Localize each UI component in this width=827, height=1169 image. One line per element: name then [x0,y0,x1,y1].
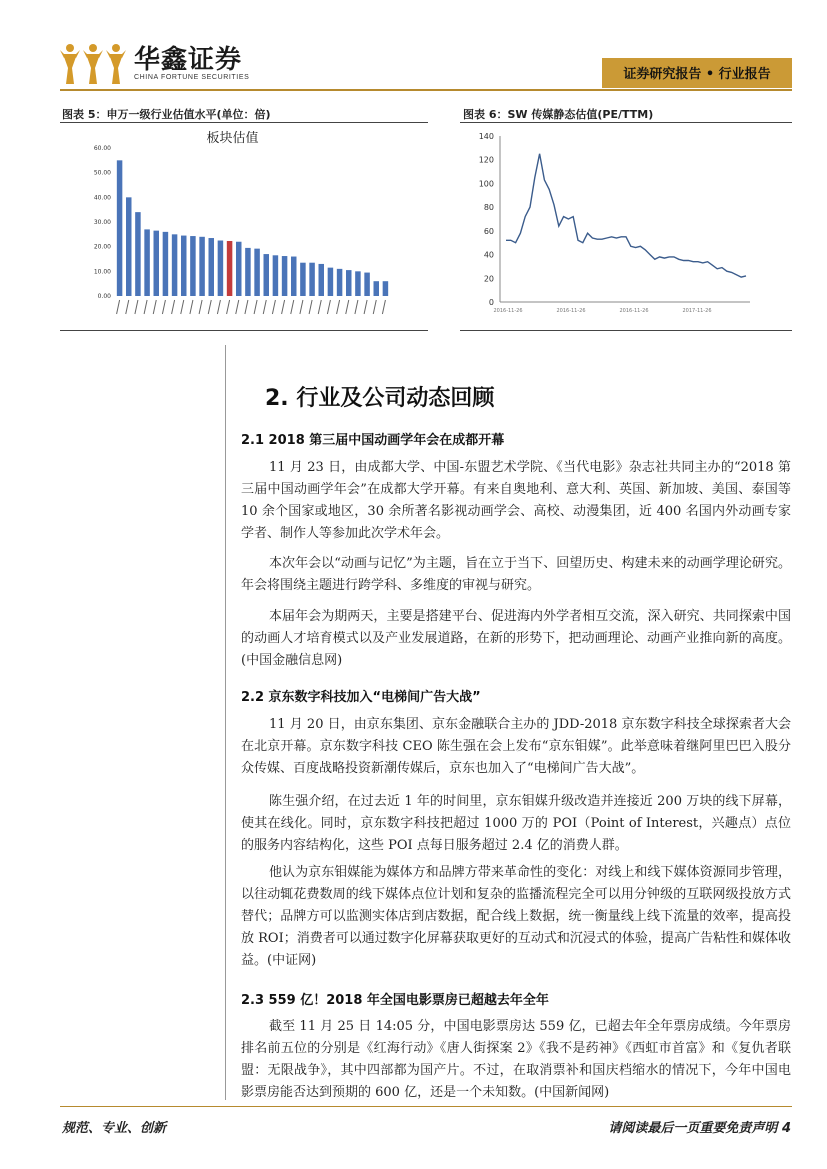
y-tick-label: 50.00 [93,169,111,177]
bar [309,263,315,296]
y-tick-label: 80 [483,203,494,213]
figure5-bar-chart [60,124,430,334]
y-tick-label: 20 [483,274,494,284]
category-tick [309,300,312,314]
subsection-2-3-paragraph-1: 截至 11 月 25 日 14:05 分，中国电影票房达 559 亿，已超去年全年票房成绩。今年票房排名前五位的分别是《红海行动》《唐人街探案 2》《我不是药神》《西虹市首富》和《复仇者联盟：无限战争》，其中四部都为国产片。不过，在取消票补和国庆档缩水的情况下，今年中国电影票房能否达到预期的 600 亿，还是一个未知数。(中国新闻网) [241,1019,791,1100]
category-tick [373,300,376,314]
category-tick [327,300,330,314]
figure6-bottom-rule [460,330,792,331]
bar [264,254,270,296]
bar [355,271,361,296]
y-tick-label: 120 [478,155,494,165]
category-tick [300,300,303,314]
bar [319,264,325,296]
bar [273,255,279,296]
bar [291,257,297,296]
category-tick [153,300,156,314]
bar [227,241,233,296]
y-tick-label: 140 [478,132,494,141]
category-tick [181,300,184,314]
category-tick [208,300,211,314]
y-tick-label: 60.00 [93,145,111,152]
footer-disclaimer: 请阅读最后一页重要免责声明 4 [608,1121,791,1136]
category-tick [126,300,129,314]
category-tick [272,300,275,314]
y-tick-label: 100 [478,179,494,189]
category-tick [291,300,294,314]
x-tick-label: 2016-11-26 [493,308,523,314]
margin-divider [225,345,226,1100]
category-tick [282,300,285,314]
category-tick [318,300,321,314]
subsection-2-2-paragraph-1: 11 月 20 日，由京东集团、京东金融联合主办的 JDD-2018 京东数字科技全球探索者大会在北京开幕。京东数字科技 CEO 陈生强在会上发布“京东钼媒”。此举意味着继阿里巴巴入股分众传媒、百度战略投资新潮传媒后，京东也加入了“电梯间广告大战”。 [241,717,791,776]
y-tick-label: 10.00 [93,268,111,276]
category-tick [117,300,120,314]
category-tick [346,300,349,314]
category-tick [135,300,138,314]
bar [154,231,160,296]
figure5-bottom-rule [60,330,428,331]
bar [328,268,334,296]
bar [209,238,215,296]
y-tick-label: 0 [488,298,494,307]
bar [199,237,205,296]
subsection-2-1-paragraph-2: 本次年会以“动画与记忆”为主题，旨在立于当下、回望历史、构建未来的动画学理论研究。年会将围绕主题进行跨学科、多维度的审视与研究。 [241,556,791,593]
bar [254,249,259,296]
bar [163,232,169,296]
subsection-2-1-title: 2.1 2018 第三届中国动画学年会在成都开幕 [241,433,505,448]
category-tick [199,300,202,314]
bar [364,273,370,296]
bar [383,281,389,296]
bar [218,241,224,297]
category-tick [263,300,266,314]
figure6-caption: 图表 6：SW 传媒静态估值(PE/TTM) [463,108,654,121]
bar [117,160,123,296]
bar [181,236,187,296]
bar [346,270,352,296]
category-tick [355,300,358,314]
category-tick [382,300,385,314]
y-tick-label: 60 [483,226,494,236]
bar [126,197,132,296]
subsection-2-2-paragraph-2: 陈生强介绍，在过去近 1 年的时间里，京东钼媒升级改造并连接近 200 万块的线下屏幕，使其在线化。同时，京东数字科技把超过 1000 万的 POI（Point of Interest，兴趣点）点位的服务内容结构化，这些 POI 点每日服务超过 2.4 亿的消费人群。 [241,794,791,853]
subsection-2-1-paragraph-3: 本届年会为期两天，主要是搭建平台、促进海内外学者相互交流，深入研究、共同探索中国的动画人才培育模式以及产业发展道路，在新的形势下，把动画理论、动画产业推向新的高度。(中国金融信息网) [241,609,791,668]
header-rule [60,89,792,91]
category-tick [236,300,239,314]
figure6-caption-rule [460,122,792,123]
category-tick [144,300,147,314]
category-tick [217,300,220,314]
logo-english-name: CHINA FORTUNE SECURITIES [134,73,250,81]
figure5-caption: 图表 5：申万一级行业估值水平(单位：倍) [62,108,271,121]
category-tick [245,300,248,314]
chart-title: 板块估值 [206,131,259,146]
bar [236,242,242,296]
x-tick-label: 2017-11-26 [682,308,712,314]
bar [300,263,306,296]
category-tick [227,300,230,314]
bar [245,248,251,296]
category-tick [364,300,367,314]
subsection-2-1-paragraph-1: 11 月 23 日，由成都大学、中国-东盟艺术学院、《当代电影》杂志社共同主办的“2018 第三届中国动画学年会”在成都大学开幕。有来自奥地利、意大利、英国、新加坡、美国、泰国等 10 余个国家或地区，30 余所著名影视动画学会、高校、动漫集团，近 400 名国内外动画专家学者、制作人等参加此次学术年会。 [241,460,791,541]
category-tick [172,300,175,314]
subsection-2-2-title: 2.2 京东数字科技加入“电梯间广告大战” [241,690,481,705]
bar [337,269,343,296]
category-tick [254,300,257,314]
bar [282,256,288,296]
bar [135,212,141,296]
bar [172,234,178,296]
y-tick-label: 20.00 [93,243,111,251]
subsection-2-2-paragraph-3: 他认为京东钼媒能为媒体方和品牌方带来革命性的变化：对线上和线下媒体资源同步管理，以往动辄花费数周的线下媒体点位计划和复杂的监播流程完全可以用分钟级的互联网级投放方式替代；品牌方可以监测实体店到店数据，配合线上数据，统一衡量线上线下流量的效率，提高投放 ROI；消费者可以通过数字化屏幕获取更好的互动式和沉浸式的体验，提高广告粘性和媒体收益。(中证网) [241,865,791,968]
footer-rule [60,1106,792,1107]
y-tick-label: 0.00 [97,293,111,300]
bar [190,236,196,296]
bar [374,281,380,296]
x-tick-label: 2016-11-26 [619,308,649,314]
category-tick [337,300,340,314]
pe-series-line [506,154,746,277]
figure5-caption-rule [60,122,428,123]
x-tick-label: 2016-11-26 [556,308,586,314]
y-tick-label: 40.00 [93,194,111,202]
figure6-line-chart [460,124,792,324]
report-type-label: 证券研究报告 • 行业报告 [623,67,771,82]
category-tick [190,300,193,314]
section-title: 2. 行业及公司动态回顾 [265,386,495,411]
category-tick [162,300,165,314]
y-tick-label: 30.00 [93,219,111,226]
logo-chinese-name: 华鑫证券 [134,44,243,75]
subsection-2-3-title: 2.3 559 亿！2018 年全国电影票房已超越去年全年 [241,993,549,1008]
bar [144,229,150,296]
company-logo [58,40,249,86]
logo-figures-icon [58,40,128,86]
footer-slogan: 规范、专业、创新 [62,1121,167,1136]
y-tick-label: 40 [483,250,494,260]
